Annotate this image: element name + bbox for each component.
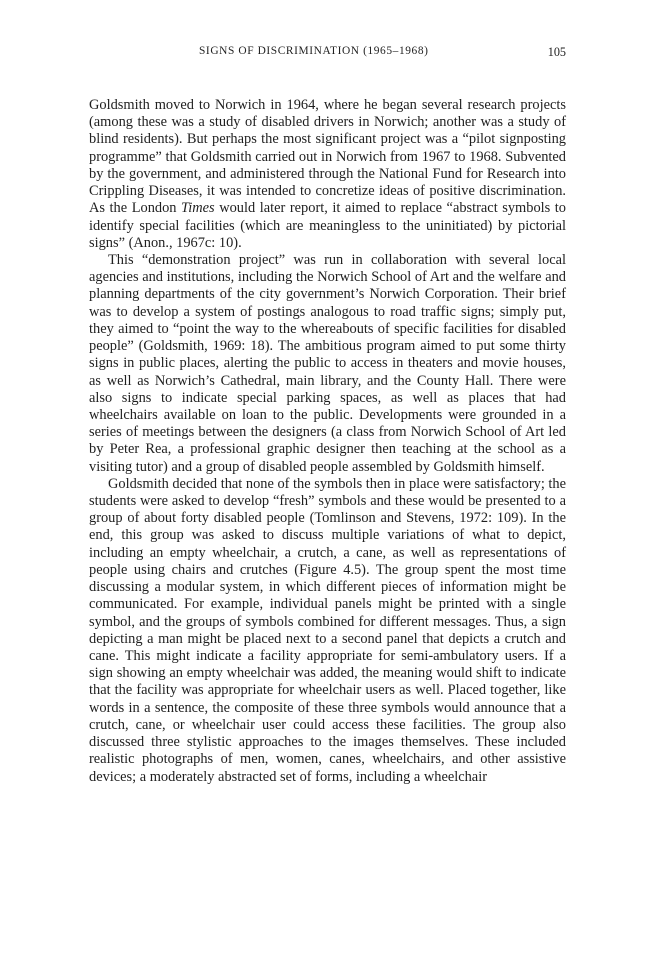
paragraph-1-text-start: Goldsmith moved to Norwich in 1964, where he began several research projects (among these was a study of disabled drivers in Norwich; another was a study of blind residents). But perhaps the most significant project was a “pilot signposting programme” that Goldsmith carried out in Norwich from 1967 to 1968. Subvented by the government, and administered through the National Fund for Research into Crippling Diseases, it was intended to concretize ideas of positive discrimination. As the London [89,97,566,217]
paragraph-2: This “demonstration project” was run in collaboration with several local agencies and institutions, including the Norwich School of Art and the welfare and planning departments of the city government’s Norwich Corporation. Their brief was to develop a system of postings analogous to road traffic signs; simply put, they aimed to “point the way to the whereabouts of specific facilities for disabled people” (Goldsmith, 1969: 18). The ambitious program aimed to put some thirty signs in public places, alerting the public to access in theaters and movie houses, as well as Norwich’s Cathedral, main library, and the County Hall. There were also signs to indicate special parking spaces, as well as places that had wheelchairs available on loan to the public. Developments were grounded in a series of meetings between the designers (a class from Norwich School of Art led by Peter Rea, a professional graphic designer then teaching at the school as a visiting tutor) and a group of disabled people assembled by Goldsmith himself. [89,251,566,475]
paragraph-1-text-end: would later report, it aimed to replace “abstract symbols to identify special facilities (which are meaningless to the uninitiated) by pictorial signs” (Anon., 1967c: 10). [89,200,566,251]
paragraph-1 [89,97,566,252]
page-number: 105 [547,45,566,59]
newspaper-title-italic: Times [181,200,215,217]
running-head [89,45,566,65]
running-title: SIGNS OF DISCRIMINATION (1965–1968) [199,45,429,57]
body-text [89,97,566,786]
paragraph-3: Goldsmith decided that none of the symbols then in place were satisfactory; the students were asked to develop “fresh” symbols and these would be presented to a group of about forty disabled people (Tomlinson and Stevens, 1972: 109). In the end, this group was asked to discuss multiple variations of what to depict, including an empty wheelchair, a crutch, a cane, as well as representations of people using chairs and crutches (Figure 4.5). The group spent the most time discussing a modular system, in which different pieces of information might be communicated. For example, individual panels might be printed with a single symbol, and the groups of symbols combined for different messages. Thus, a sign depicting a man might be placed next to a second panel that depicts a crutch and cane. This might indicate a facility appropriate for semi-ambulatory users. If a sign showing an empty wheelchair was added, the meaning would shift to indicate that the facility was appropriate for wheelchair users as well. Placed together, like words in a sentence, the composite of these three symbols would announce that a crutch, cane, or wheelchair user could access these facilities. The group also discussed three stylistic approaches to the images themselves. These included realistic photographs of men, women, canes, wheelchairs, and other assistive devices; a moderately abstracted set of forms, including a wheelchair [89,475,566,785]
